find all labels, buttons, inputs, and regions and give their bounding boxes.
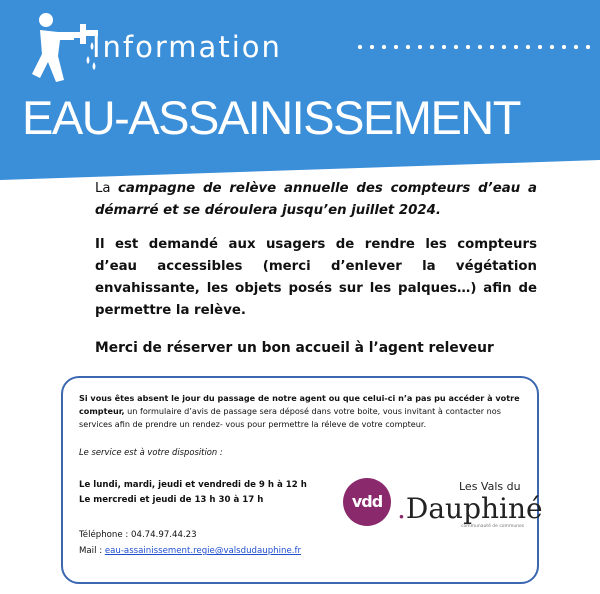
logo-monogram: vdd (343, 478, 391, 526)
phone-label: Téléphone : (79, 530, 132, 540)
logo-name: Dauphiné (405, 492, 543, 525)
dotted-divider (354, 44, 590, 50)
logo-tagline: communauté de communes (461, 524, 525, 529)
campaign-paragraph (95, 178, 537, 222)
welcome-note: Merci de réserver un bon accueil à l’agent releveur (95, 340, 494, 356)
vals-du-dauphine-logo (343, 470, 543, 534)
mail-link[interactable]: eau-assainissement.regie@valsdudauphine.fr (104, 546, 302, 556)
absence-notice-rest: un formulaire d’avis de passage sera déposé dans votre boite, vous invitant à contacter nos services afin de prendre un rendez- vous pour permettre la réleve de votre compteur. (79, 406, 501, 429)
info-box (61, 376, 543, 584)
hours-line-2: Le mercredi et jeudi de 13 h 30 à 17 h (79, 495, 264, 505)
logo-small-text: Les Vals du (459, 480, 521, 493)
contact-details (79, 527, 301, 559)
absence-notice-bold: Si vous êtes absent le jour du passage de notre agent ou que celui-ci n’a pas pu accéder à votre compteur, (79, 393, 520, 416)
campaign-text: campagne de relève annuelle des compteurs d’eau a démarré et se déroulera jusqu’en juillet 2024. (95, 181, 537, 218)
information-label: Information (92, 30, 282, 64)
logo-big-text: .Dauphiné (397, 492, 543, 525)
phone-value: 04.74.97.44.23 (131, 530, 197, 540)
mail-row (79, 543, 301, 559)
accessibility-paragraph: Il est demandé aux usagers de rendre les compteurs d’eau accessibles (merci d’enlever la végétation envahissante, les objets posés sur les palques…) afin de permettre la relève. (95, 237, 537, 318)
phone-row (79, 527, 301, 543)
absence-notice (79, 392, 524, 431)
page-title: EAU-ASSAINISSEMENT (22, 91, 520, 144)
campaign-lead: La (95, 181, 118, 196)
hours-line-1: Le lundi, mardi, jeudi et vendredi de 9 h à 12 h (79, 480, 307, 490)
service-availability: Le service est à votre disposition : (79, 447, 223, 457)
mail-label: Mail : (79, 546, 105, 556)
opening-hours (79, 478, 307, 508)
